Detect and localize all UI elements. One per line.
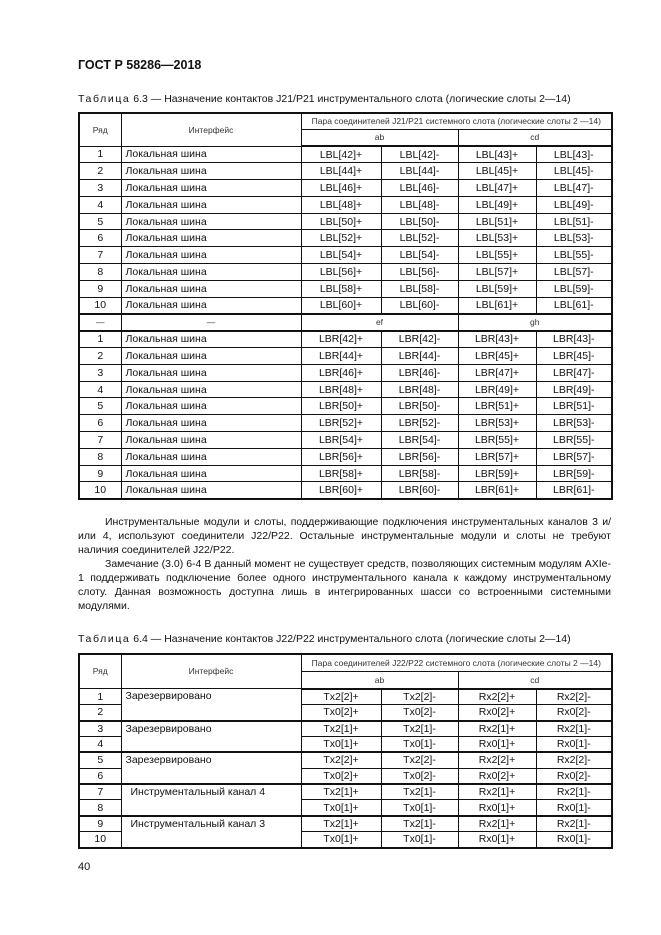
pin-2: LBL[60]- [381, 297, 458, 314]
pin-4: LBL[47]- [536, 180, 612, 197]
pin-3: LBR[61]+ [458, 482, 536, 499]
pin-4: LBL[45]- [536, 163, 612, 180]
row-number: 6 [79, 415, 121, 432]
table-row [79, 213, 612, 230]
col-header-interface: Интерфейс [121, 654, 301, 689]
pin-4: Rx2[2]- [536, 752, 612, 768]
dash: — [121, 314, 301, 331]
interface: Локальная шина [121, 230, 301, 247]
row-number: 2 [79, 163, 121, 180]
interface: Локальная шина [121, 213, 301, 230]
pin-1: Tx2[2]+ [301, 752, 381, 768]
interface: Локальная шина [121, 348, 301, 365]
table-6-3-caption: Таблица 6.3 — Назначение контактов J21/P21 инструментального слота (логические слоты 2—14) [78, 93, 571, 105]
table-row [79, 196, 612, 213]
row-number: 8 [79, 264, 121, 281]
interface: Локальная шина [121, 465, 301, 482]
pin-3: LBL[59]+ [458, 280, 536, 297]
pin-3: LBL[45]+ [458, 163, 536, 180]
page-number: 40 [78, 860, 91, 873]
pin-1: LBR[48]+ [301, 381, 381, 398]
row-number: 8 [79, 800, 121, 816]
group-ab: ab [301, 672, 458, 689]
pin-1: Tx0[1]+ [301, 832, 381, 848]
document-header: ГОСТ Р 58286—2018 [78, 58, 202, 72]
table-row [79, 146, 612, 163]
row-number: 5 [79, 752, 121, 768]
pin-2: LBR[42]- [381, 331, 458, 348]
pin-2: LBL[50]- [381, 213, 458, 230]
pin-3: LBR[49]+ [458, 381, 536, 398]
interface: Инструментальный канал 3 [121, 816, 301, 848]
pin-3: LBL[57]+ [458, 264, 536, 281]
interface: Локальная шина [121, 448, 301, 465]
interface: Локальная шина [121, 297, 301, 314]
pin-1: Tx0[1]+ [301, 736, 381, 752]
pin-3: LBR[43]+ [458, 331, 536, 348]
group-ef: ef [301, 314, 458, 331]
table-row [79, 398, 612, 415]
pin-3: Rx2[1]+ [458, 784, 536, 800]
pin-3: LBR[51]+ [458, 398, 536, 415]
pin-3: LBR[57]+ [458, 448, 536, 465]
pin-4: LBL[57]- [536, 264, 612, 281]
table-row [79, 230, 612, 247]
pin-4: Rx2[1]- [536, 816, 612, 832]
paragraph: Инструментальные модули и слоты, поддерживающие подключения инструментальных каналов 3 и/или 4, используют соединители J22/P22. Остальные инструментальные модули и слоты не требуют наличия соединителей J22/P22. [78, 515, 611, 556]
pin-3: Rx0[1]+ [458, 832, 536, 848]
pin-3: LBR[59]+ [458, 465, 536, 482]
group-cd: cd [458, 129, 612, 146]
row-number: 9 [79, 465, 121, 482]
pin-4: Rx2[2]- [536, 689, 612, 705]
pin-1: LBR[54]+ [301, 432, 381, 449]
interface: Локальная шина [121, 381, 301, 398]
pin-3: LBL[53]+ [458, 230, 536, 247]
pin-1: LBL[54]+ [301, 247, 381, 264]
pin-3: LBL[55]+ [458, 247, 536, 264]
row-number: 2 [79, 348, 121, 365]
pin-1: LBL[46]+ [301, 180, 381, 197]
pin-3: LBL[47]+ [458, 180, 536, 197]
table-row [79, 280, 612, 297]
row-number: 7 [79, 247, 121, 264]
col-header-row: Ряд [79, 113, 121, 146]
pin-3: LBR[53]+ [458, 415, 536, 432]
interface: Локальная шина [121, 364, 301, 381]
row-number: 7 [79, 432, 121, 449]
pin-2: LBR[54]- [381, 432, 458, 449]
table-row [79, 752, 612, 768]
pin-3: Rx0[1]+ [458, 736, 536, 752]
pin-2: LBR[60]- [381, 482, 458, 499]
interface: Локальная шина [121, 247, 301, 264]
pin-1: Tx2[2]+ [301, 689, 381, 705]
interface: Локальная шина [121, 163, 301, 180]
pin-1: LBL[58]+ [301, 280, 381, 297]
pin-3: LBL[51]+ [458, 213, 536, 230]
body-text [78, 515, 611, 613]
pin-2: LBL[54]- [381, 247, 458, 264]
pin-2: Tx2[2]- [381, 689, 458, 705]
table-row [79, 689, 612, 705]
pin-3: LBR[45]+ [458, 348, 536, 365]
pin-2: Tx2[1]- [381, 721, 458, 737]
pin-3: Rx2[1]+ [458, 816, 536, 832]
pin-2: Tx0[1]- [381, 800, 458, 816]
pin-4: Rx0[1]- [536, 800, 612, 816]
interface: Инструментальный канал 4 [121, 784, 301, 816]
pin-3: LBR[47]+ [458, 364, 536, 381]
pin-2: LBR[46]- [381, 364, 458, 381]
interface: Локальная шина [121, 398, 301, 415]
pin-1: Tx2[1]+ [301, 816, 381, 832]
pin-4: LBL[49]- [536, 196, 612, 213]
table-row [79, 247, 612, 264]
interface: Локальная шина [121, 180, 301, 197]
pin-2: LBL[46]- [381, 180, 458, 197]
pin-1: LBL[52]+ [301, 230, 381, 247]
row-number: 7 [79, 784, 121, 800]
pin-1: LBL[56]+ [301, 264, 381, 281]
row-number: 6 [79, 230, 121, 247]
col-header-pair: Пара соединителей J22/P22 системного слота (логические слоты 2 —14) [301, 654, 612, 672]
pin-4: LBL[55]- [536, 247, 612, 264]
table-row [79, 448, 612, 465]
pin-4: LBR[45]- [536, 348, 612, 365]
table-row [79, 364, 612, 381]
pin-3: LBL[43]+ [458, 146, 536, 163]
pin-1: Tx2[1]+ [301, 784, 381, 800]
row-number: 5 [79, 398, 121, 415]
table-row [79, 180, 612, 197]
table-6-3 [78, 112, 613, 500]
pin-2: LBL[42]- [381, 146, 458, 163]
row-number: 1 [79, 146, 121, 163]
pin-4: Rx0[1]- [536, 736, 612, 752]
interface: Локальная шина [121, 331, 301, 348]
group-ab: ab [301, 129, 458, 146]
pin-3: Rx0[2]+ [458, 768, 536, 784]
pin-4: Rx2[1]- [536, 721, 612, 737]
pin-4: LBR[59]- [536, 465, 612, 482]
pin-1: Tx2[1]+ [301, 721, 381, 737]
pin-4: Rx2[1]- [536, 784, 612, 800]
pin-2: LBL[58]- [381, 280, 458, 297]
row-number: 4 [79, 196, 121, 213]
interface: Локальная шина [121, 432, 301, 449]
pin-3: Rx0[1]+ [458, 800, 536, 816]
table-row [79, 331, 612, 348]
pin-1: LBL[60]+ [301, 297, 381, 314]
table-row [79, 482, 612, 499]
pin-4: LBL[59]- [536, 280, 612, 297]
table-row [79, 816, 612, 832]
pin-1: LBR[60]+ [301, 482, 381, 499]
section-separator-row [79, 314, 612, 331]
pin-4: LBL[53]- [536, 230, 612, 247]
pin-1: LBR[46]+ [301, 364, 381, 381]
note-paragraph: Замечание (3.0) 6-4 В данный момент не существует средств, позволяющих системным модулям AXIe-1 поддерживать подключение более одного инструментального канала к каждому инструментальному слоту. Данная возможность доступна лишь в интегрированных шасси со встроенными системными модулями. [78, 557, 611, 612]
interface: Локальная шина [121, 196, 301, 213]
table-6-4-caption: Таблица 6.4 — Назначение контактов J22/P22 инструментального слота (логические слоты 2—14) [78, 632, 571, 645]
pin-1: LBR[42]+ [301, 331, 381, 348]
pin-2: LBL[52]- [381, 230, 458, 247]
pin-2: Tx0[2]- [381, 705, 458, 721]
pin-2: Tx0[1]- [381, 832, 458, 848]
row-number: 3 [79, 180, 121, 197]
row-number: 4 [79, 381, 121, 398]
interface: Зарезервировано [121, 689, 301, 721]
pin-1: LBR[58]+ [301, 465, 381, 482]
pin-2: Tx2[2]- [381, 752, 458, 768]
pin-2: LBR[56]- [381, 448, 458, 465]
pin-1: LBL[48]+ [301, 196, 381, 213]
table-row [79, 415, 612, 432]
interface: Локальная шина [121, 415, 301, 432]
interface: Зарезервировано [121, 721, 301, 753]
interface: Локальная шина [121, 482, 301, 499]
row-number: 9 [79, 280, 121, 297]
group-cd: cd [458, 672, 612, 689]
pin-2: Tx0[1]- [381, 736, 458, 752]
row-number: 10 [79, 832, 121, 848]
table-row [79, 264, 612, 281]
table-row [79, 381, 612, 398]
pin-1: LBL[44]+ [301, 163, 381, 180]
pin-3: Rx2[2]+ [458, 752, 536, 768]
interface: Локальная шина [121, 280, 301, 297]
pin-1: Tx0[2]+ [301, 705, 381, 721]
pin-2: LBL[56]- [381, 264, 458, 281]
pin-3: LBL[49]+ [458, 196, 536, 213]
table-row [79, 348, 612, 365]
pin-4: LBR[53]- [536, 415, 612, 432]
pin-3: LBR[55]+ [458, 432, 536, 449]
pin-2: Tx2[1]- [381, 816, 458, 832]
pin-1: Tx0[2]+ [301, 768, 381, 784]
table-row [79, 465, 612, 482]
row-number: 6 [79, 768, 121, 784]
pin-2: LBR[52]- [381, 415, 458, 432]
pin-2: LBR[44]- [381, 348, 458, 365]
pin-1: LBR[50]+ [301, 398, 381, 415]
pin-2: LBL[44]- [381, 163, 458, 180]
pin-2: Tx0[2]- [381, 768, 458, 784]
pin-4: LBR[47]- [536, 364, 612, 381]
pin-4: LBR[61]- [536, 482, 612, 499]
table-row [79, 297, 612, 314]
pin-4: LBR[43]- [536, 331, 612, 348]
pin-4: LBL[43]- [536, 146, 612, 163]
col-header-row: Ряд [79, 654, 121, 689]
table-row [79, 432, 612, 449]
pin-3: Rx0[2]+ [458, 705, 536, 721]
pin-1: LBL[42]+ [301, 146, 381, 163]
table-6-4 [78, 653, 613, 849]
page-column [78, 0, 611, 874]
pin-4: LBR[57]- [536, 448, 612, 465]
dash: — [79, 314, 121, 331]
pin-4: LBL[61]- [536, 297, 612, 314]
col-header-interface: Интерфейс [121, 113, 301, 146]
pin-2: Tx2[1]- [381, 784, 458, 800]
pin-4: LBR[55]- [536, 432, 612, 449]
row-number: 3 [79, 721, 121, 737]
col-header-pair: Пара соединителей J21/P21 системного слота (логические слоты 2 —14) [301, 113, 612, 129]
interface: Локальная шина [121, 146, 301, 163]
row-number: 10 [79, 297, 121, 314]
pin-2: LBR[58]- [381, 465, 458, 482]
interface: Зарезервировано [121, 752, 301, 784]
group-gh: gh [458, 314, 612, 331]
table-row [79, 163, 612, 180]
pin-3: Rx2[2]+ [458, 689, 536, 705]
pin-1: Tx0[1]+ [301, 800, 381, 816]
row-number: 10 [79, 482, 121, 499]
interface: Локальная шина [121, 264, 301, 281]
pin-1: LBR[52]+ [301, 415, 381, 432]
pin-3: LBL[61]+ [458, 297, 536, 314]
pin-4: LBR[51]- [536, 398, 612, 415]
pin-2: LBR[48]- [381, 381, 458, 398]
pin-1: LBR[44]+ [301, 348, 381, 365]
row-number: 2 [79, 705, 121, 721]
row-number: 4 [79, 736, 121, 752]
table-row [79, 721, 612, 737]
pin-4: LBL[51]- [536, 213, 612, 230]
table-row [79, 784, 612, 800]
pin-1: LBR[56]+ [301, 448, 381, 465]
pin-2: LBR[50]- [381, 398, 458, 415]
pin-4: Rx0[2]- [536, 705, 612, 721]
row-number: 1 [79, 331, 121, 348]
row-number: 8 [79, 448, 121, 465]
pin-3: Rx2[1]+ [458, 721, 536, 737]
row-number: 5 [79, 213, 121, 230]
row-number: 1 [79, 689, 121, 705]
pin-4: LBR[49]- [536, 381, 612, 398]
pin-4: Rx0[2]- [536, 768, 612, 784]
row-number: 3 [79, 364, 121, 381]
pin-4: Rx0[1]- [536, 832, 612, 848]
row-number: 9 [79, 816, 121, 832]
pin-2: LBL[48]- [381, 196, 458, 213]
pin-1: LBL[50]+ [301, 213, 381, 230]
